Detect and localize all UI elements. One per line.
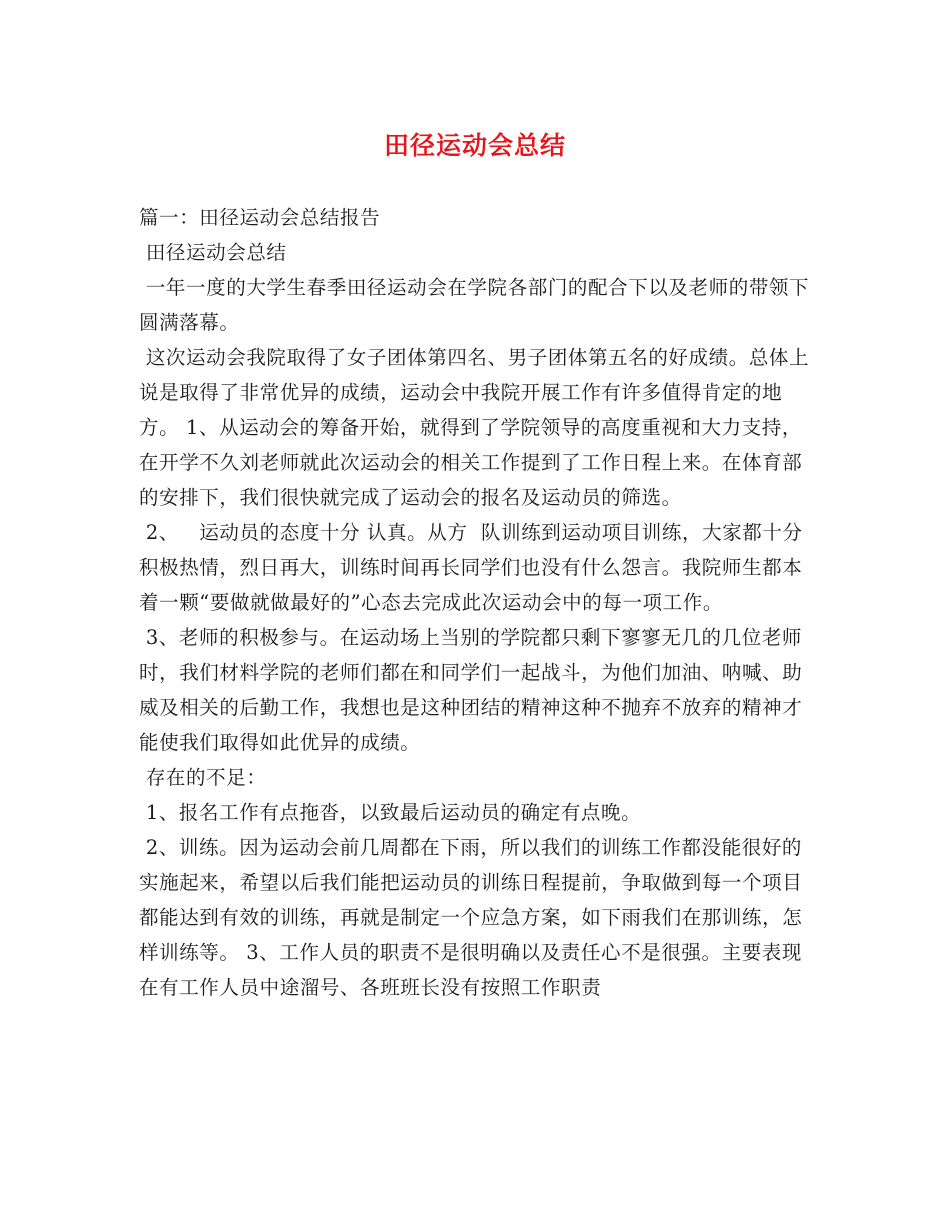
- paragraph-subheading: 田径运动会总结: [139, 241, 287, 264]
- paragraph-results: 这次运动会我院取得了女子团体第四名、男子团体第五名的好成绩。总体上说是取得了非常优异的成绩，运动会中我院开展工作有许多值得肯定的地方。 1、从运动会的筹备开始，就得到了学院领导的高度重视和大力支持，在开学不久刘老师就此次运动会的相关工作提到了工作日程上来。在体育部的安排下，我们很快就完成了运动会的报名及运动员的筛选。: [139, 346, 810, 509]
- paragraph-intro: 一年一度的大学生春季田径运动会在学院各部门的配合下以及老师的带领下圆满落幕。: [139, 276, 810, 334]
- document-title: 田径运动会总结: [383, 131, 566, 160]
- paragraph-point-3: 3、老师的积极参与。在运动场上当别的学院都只剩下寥寥无几的几位老师时，我们材料学院的老师们都在和同学们一起战斗，为他们加油、呐喊、助威及相关的后勤工作，我想也是这种团结的精神这种不抛弃不放弃的精神才能使我们取得如此优异的成绩。: [139, 626, 803, 754]
- paragraph-point-2: 2、 运动员的态度十分 认真。从方 队训练到运动项目训练，大家都十分积极热情，烈日再大，训练时间再长同学们也没有什么怨言。我院师生都本着一颗“要做就做最好的”心态去完成此次运动会中的每一项工作。: [139, 521, 803, 614]
- paragraph-shortcoming-2: 2、训练。因为运动会前几周都在下雨，所以我们的训练工作都没能很好的实施起来，希望以后我们能把运动员的训练日程提前，争取做到每一个项目都能达到有效的训练，再就是制定一个应急方案，如下雨我们在那训练，怎样训练等。 3、工作人员的职责不是很明确以及责任心不是很强。主要表现在有工作人员中途溜号、各班班长没有按照工作职责: [139, 836, 803, 999]
- paragraph-shortcomings-heading: 存在的不足：: [139, 766, 267, 789]
- document-body: [139, 200, 819, 1005]
- paragraph-shortcoming-1: 1、报名工作有点拖沓，以致最后运动员的确定有点晚。: [139, 801, 642, 824]
- paragraph-heading: 篇一：田径运动会总结报告: [139, 206, 381, 229]
